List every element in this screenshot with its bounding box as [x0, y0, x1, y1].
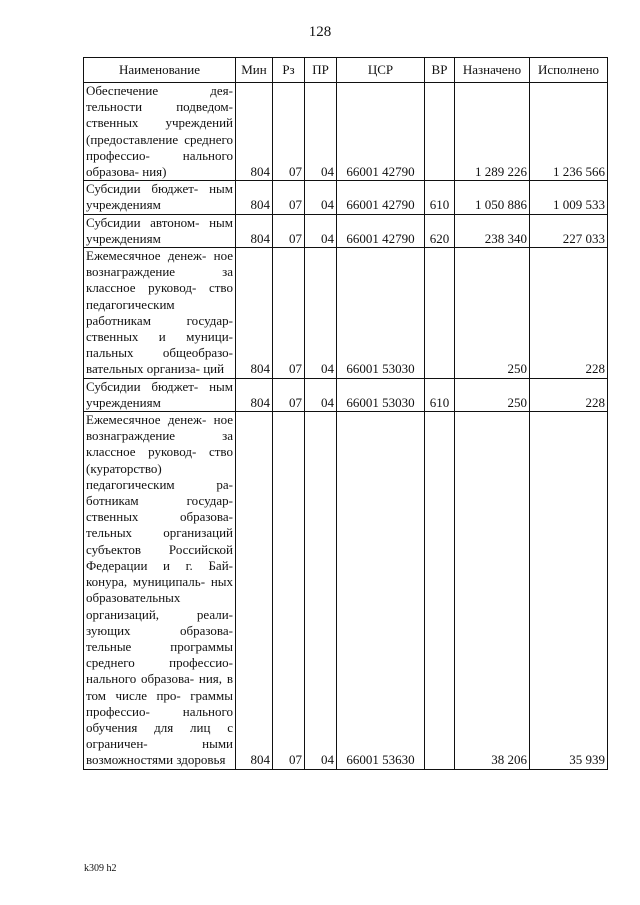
row-executed: 227 033	[530, 214, 608, 247]
row-name-line: нального обучения	[86, 703, 233, 735]
row-name-line: здоровья	[176, 752, 226, 768]
row-executed: 1 236 566	[530, 83, 608, 181]
row-name	[84, 378, 236, 411]
row-name-line: ство педагогическим	[86, 280, 233, 312]
table-row	[84, 248, 608, 379]
row-name-line: ботникам государ-	[86, 493, 233, 509]
row-csr: 66001 53630	[337, 412, 425, 769]
row-name	[84, 248, 236, 379]
row-assigned: 38 206	[455, 412, 530, 769]
col-header-name: Наименование	[84, 58, 236, 83]
col-header-rz: Рз	[273, 58, 305, 83]
row-name-line: ным учреждениям	[86, 214, 234, 246]
row-vr: 610	[425, 181, 455, 214]
row-name-line: ное вознаграждение	[86, 412, 234, 444]
row-assigned: 238 340	[455, 214, 530, 247]
footer-code: k309 h2	[84, 863, 117, 874]
table-row	[84, 214, 608, 247]
row-assigned: 250	[455, 378, 530, 411]
row-csr: 66001 42790	[337, 83, 425, 181]
col-header-executed: Исполнено	[530, 58, 608, 83]
row-name-line: ния, в том числе про-	[86, 671, 233, 703]
row-name-line: вательных организа-	[86, 361, 200, 377]
row-min: 804	[236, 214, 273, 247]
row-name	[84, 83, 236, 181]
row-rz: 07	[273, 83, 305, 181]
row-name-line: тельных организаций	[86, 525, 233, 541]
row-name-line: тельные программы	[86, 638, 233, 654]
row-name-line: тельности подведом-	[86, 99, 233, 115]
row-pr: 04	[305, 378, 337, 411]
row-name-line: ций	[203, 361, 225, 377]
row-name-line: Субсидии автоном-	[86, 214, 200, 230]
row-vr	[425, 248, 455, 379]
row-assigned: 1 050 886	[455, 181, 530, 214]
row-name-line: Ежемесячное денеж-	[86, 412, 207, 428]
row-name-line: педагогическим ра-	[86, 476, 233, 492]
row-name-line: ственных учреждений	[86, 115, 233, 131]
table-row	[84, 378, 608, 411]
row-vr	[425, 412, 455, 769]
row-name-line: зующих образова-	[86, 622, 233, 638]
row-name	[84, 412, 236, 769]
row-min: 804	[236, 248, 273, 379]
row-vr: 620	[425, 214, 455, 247]
table-row	[84, 412, 608, 769]
row-executed: 228	[530, 378, 608, 411]
row-name-line: Субсидии бюджет-	[86, 378, 199, 394]
row-min: 804	[236, 378, 273, 411]
row-assigned: 1 289 226	[455, 83, 530, 181]
row-executed: 228	[530, 248, 608, 379]
row-name-line: ными возможностями	[86, 736, 233, 768]
row-name-line: нального образова-	[86, 671, 195, 687]
col-header-vr: ВР	[425, 58, 455, 83]
row-name-line: ное вознаграждение	[86, 248, 234, 280]
page-number: 128	[308, 24, 332, 40]
row-csr: 66001 42790	[337, 214, 425, 247]
col-header-csr: ЦСР	[337, 58, 425, 83]
row-name-line: работникам государ-	[86, 312, 233, 328]
row-name-line: (предоставление	[86, 131, 179, 147]
row-name-line: ственных образова-	[86, 509, 233, 525]
row-name-line: ным учреждениям	[86, 378, 233, 410]
row-csr: 66001 42790	[337, 181, 425, 214]
row-name	[84, 181, 236, 214]
row-name-line: ным учреждениям	[86, 181, 233, 213]
row-name-line: субъектов Российской	[86, 541, 233, 557]
table-row	[84, 83, 608, 181]
budget-table	[83, 57, 608, 770]
row-min: 804	[236, 181, 273, 214]
row-executed: 1 009 533	[530, 181, 608, 214]
row-name-line: для лиц с ограничен-	[86, 719, 233, 752]
table-row	[84, 181, 608, 214]
row-name-line: среднего профессио-	[86, 655, 233, 671]
row-min: 804	[236, 412, 273, 769]
row-pr: 04	[305, 83, 337, 181]
col-header-assigned: Назначено	[455, 58, 530, 83]
row-csr: 66001 53030	[337, 248, 425, 379]
row-name-line: граммы профессио-	[86, 687, 233, 719]
col-header-min: Мин	[236, 58, 273, 83]
row-name	[84, 214, 236, 247]
row-rz: 07	[273, 378, 305, 411]
row-name-line: пальных общеобразо-	[86, 345, 233, 361]
row-vr: 610	[425, 378, 455, 411]
row-pr: 04	[305, 214, 337, 247]
row-pr: 04	[305, 412, 337, 769]
row-name-line: Федерации и г. Бай-	[86, 557, 233, 573]
row-name-line: ных образовательных	[86, 574, 234, 606]
row-name-line: за классное руковод-	[86, 428, 233, 460]
row-name-line: организаций, реали-	[86, 606, 233, 622]
row-executed: 35 939	[530, 412, 608, 769]
row-rz: 07	[273, 181, 305, 214]
row-pr: 04	[305, 181, 337, 214]
table-header-row	[84, 58, 608, 83]
row-rz: 07	[273, 214, 305, 247]
row-assigned: 250	[455, 248, 530, 379]
row-name-line: ственных и муници-	[86, 329, 233, 345]
row-name-line: конура, муниципаль-	[86, 574, 206, 590]
row-name-line: нального образова-	[86, 147, 233, 180]
row-rz: 07	[273, 248, 305, 379]
row-min: 804	[236, 83, 273, 181]
row-name-line: среднего профессио-	[86, 131, 233, 163]
row-name-line: Субсидии бюджет-	[86, 181, 199, 197]
row-pr: 04	[305, 248, 337, 379]
col-header-pr: ПР	[305, 58, 337, 83]
row-name-line: Обеспечение дея-	[86, 83, 233, 98]
row-name-line: ство (кураторство)	[86, 444, 233, 476]
row-rz: 07	[273, 412, 305, 769]
row-name-line: Ежемесячное денеж-	[86, 248, 207, 264]
row-vr	[425, 83, 455, 181]
row-name-line: за классное руковод-	[86, 264, 233, 296]
row-csr: 66001 53030	[337, 378, 425, 411]
row-name-line: ния)	[142, 164, 167, 180]
